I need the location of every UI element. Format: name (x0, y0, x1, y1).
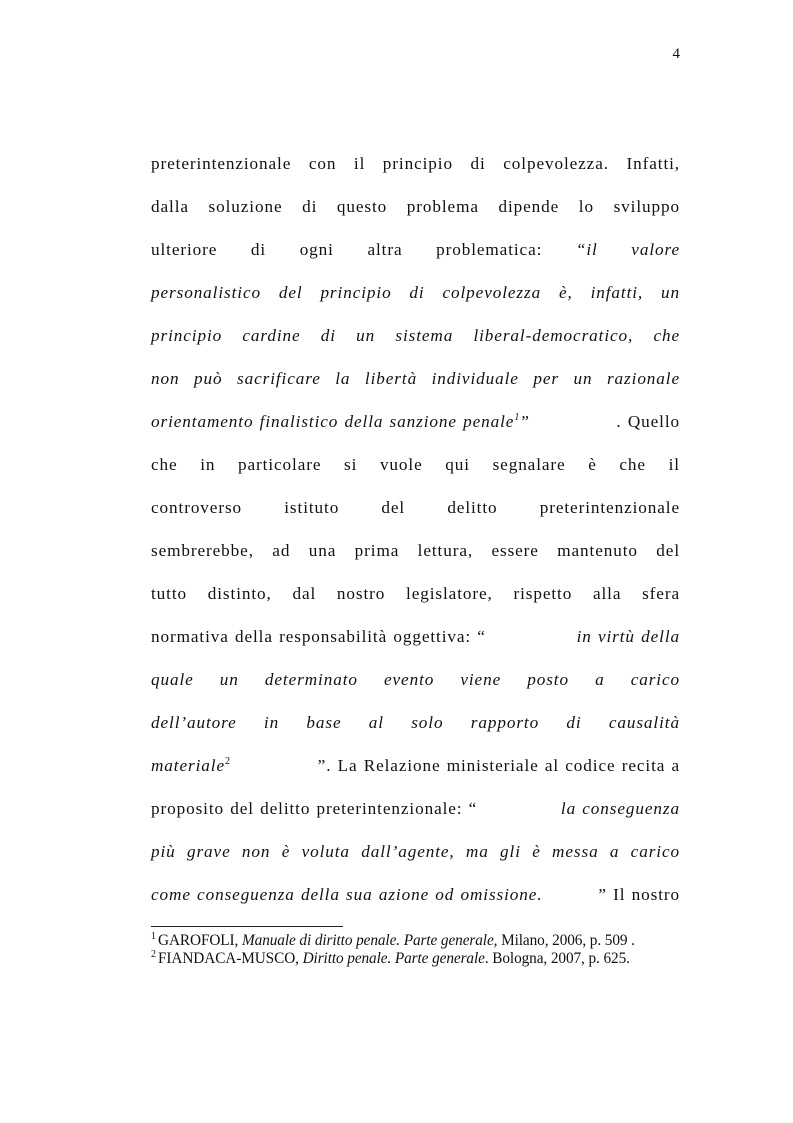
text-line: controverso istituto del delitto preterintenzionale (151, 498, 680, 517)
text-line: materiale$^2$ ”. La Relazione ministeriale al codice recita a (151, 756, 680, 775)
footnotes (151, 932, 711, 968)
text-line: dell’autore in base al solo rapporto di causalità (151, 713, 680, 732)
text-line: personalistico del principio di colpevolezza è, infatti, un (151, 283, 680, 302)
text-line: normativa della responsabilità oggettiva: “ in virtù della (151, 627, 680, 646)
text-line: preterintenzionale con il principio di colpevolezza. Infatti, (151, 154, 680, 173)
text-line: principio cardine di un sistema liberal-democratico, che (151, 326, 680, 345)
text-line: più grave non è voluta dall’agente, ma gli è messa a carico (151, 842, 680, 861)
text-line: non può sacrificare la libertà individuale per un razionale (151, 369, 680, 388)
footnote-2: $^2$ FIANDACA-MUSCO, Diritto penale. Parte generale. Bologna, 2007, p. 625. (151, 949, 630, 967)
footnote-1: $^1$ GAROFOLI, Manuale di diritto penale. Parte generale, Milano, 2006, p. 509 . (151, 931, 635, 949)
footnote-separator (151, 926, 343, 927)
body-text (151, 145, 680, 919)
text-line: orientamento finalistico della sanzione penale$^1$” . Quello (151, 412, 680, 431)
text-line: tutto distinto, dal nostro legislatore, rispetto alla sfera (151, 584, 680, 603)
page-number: 4 (672, 46, 680, 62)
text-line: sembrerebbe, ad una prima lettura, essere mantenuto del (151, 541, 680, 560)
footnote-ref-2[interactable]: 2 (224, 756, 230, 767)
text-line: ulteriore di ogni altra problematica: “il valore (151, 240, 680, 259)
text-line: dalla soluzione di questo problema dipende lo sviluppo (151, 197, 680, 216)
footnote-ref-1[interactable]: 1 (514, 412, 520, 423)
text-line: proposito del delitto preterintenzionale: “ la conseguenza (151, 799, 680, 818)
text-line: come conseguenza della sua azione od omissione. ” Il nostro (151, 885, 680, 904)
text-line: quale un determinato evento viene posto a carico (151, 670, 680, 689)
text-line: che in particolare si vuole qui segnalare è che il (151, 455, 680, 474)
